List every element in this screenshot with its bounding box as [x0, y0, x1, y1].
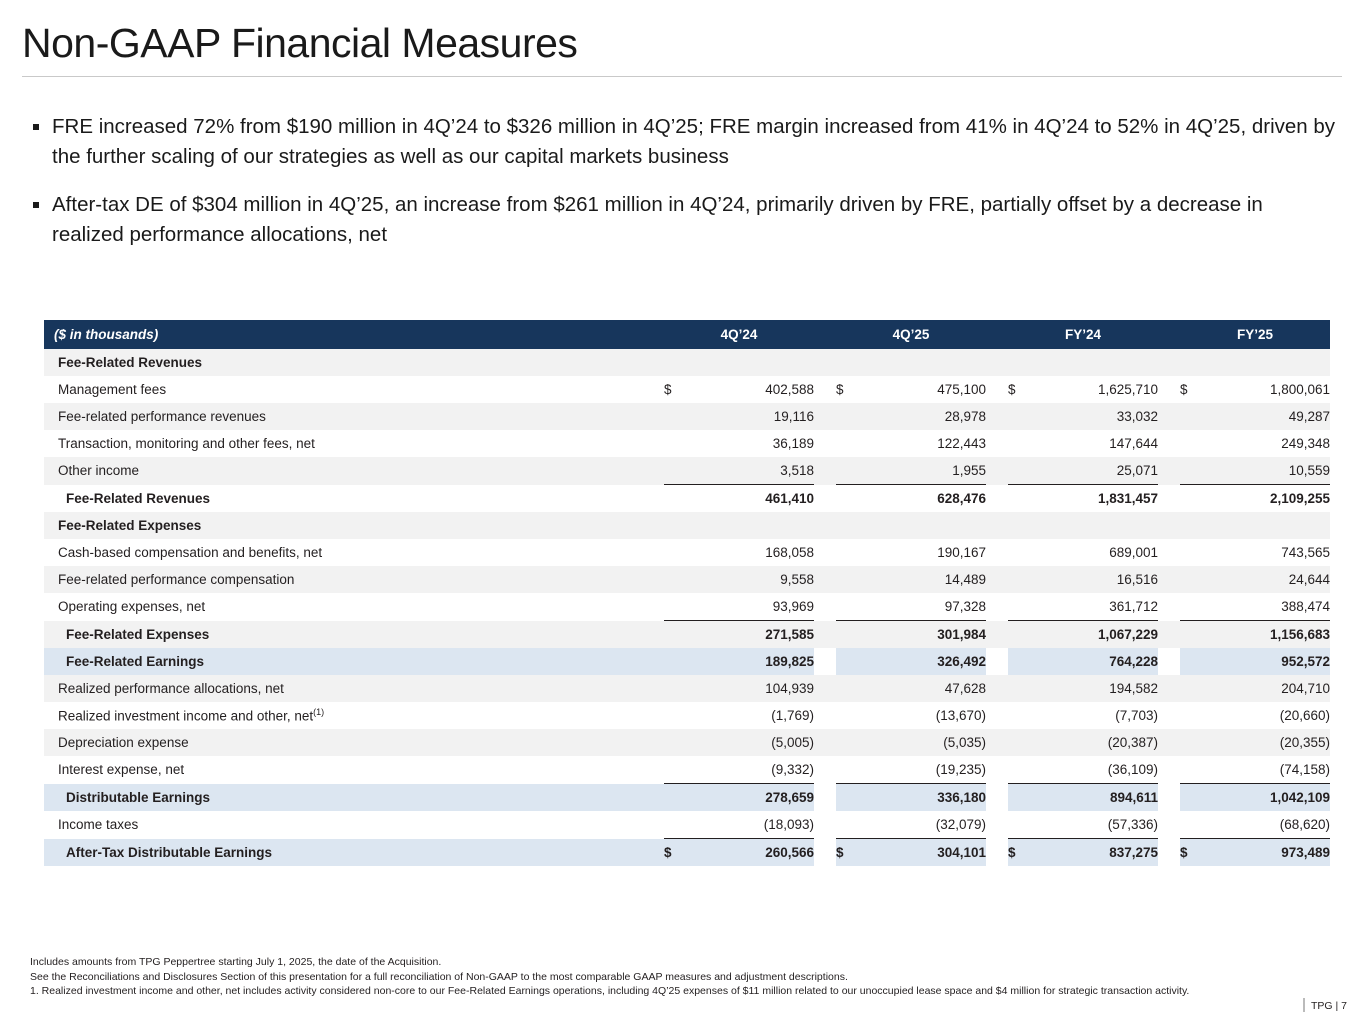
currency-symbol: $ [836, 382, 844, 397]
cell-value: (5,035) [943, 735, 986, 750]
column-gap [986, 485, 1008, 513]
column-gap [814, 566, 836, 593]
column-gap [986, 811, 1008, 839]
cell-value: (13,670) [935, 708, 986, 723]
cell-value: (19,235) [858, 756, 986, 784]
cell-value: (7,703) [1115, 708, 1158, 723]
column-gap [986, 430, 1008, 457]
cell-value: 104,939 [765, 681, 814, 696]
cell-value: 49,287 [1288, 409, 1330, 424]
cell-value: (68,620) [1202, 811, 1330, 839]
column-gap [1158, 675, 1180, 702]
column-gap [1158, 376, 1180, 403]
column-gap [986, 376, 1008, 403]
currency-symbol: $ [1008, 382, 1016, 397]
badge-divider [1304, 998, 1305, 1012]
currency-symbol [1180, 621, 1202, 649]
column-gap [986, 839, 1008, 867]
cell-value: 952,572 [1281, 654, 1330, 669]
row-label: Cash-based compensation and benefits, net [58, 545, 323, 560]
currency-symbol [1008, 349, 1030, 376]
cell-value: 764,228 [1109, 654, 1158, 669]
currency-symbol [836, 756, 858, 784]
title-divider [22, 76, 1342, 77]
table-row [44, 349, 1330, 376]
row-label: Transaction, monitoring and other fees, net [58, 436, 315, 451]
column-gap [986, 457, 1008, 485]
currency-symbol [1008, 729, 1030, 756]
row-label: After-Tax Distributable Earnings [66, 844, 273, 860]
currency-symbol [836, 621, 858, 649]
currency-symbol [664, 648, 686, 675]
currency-symbol [836, 784, 858, 812]
bullet-text: After-tax DE of $304 million in 4Q’25, an increase from $261 million in 4Q’24, primarily driven by FRE, partially offset by a decrease in realized performance allocations, net [52, 193, 1263, 246]
bullet-square-icon [33, 202, 39, 208]
table-row [44, 430, 1330, 457]
table-row [44, 648, 1330, 675]
table-row [44, 675, 1330, 702]
cell-value [1202, 349, 1330, 376]
bullet-text: FRE increased 72% from $190 million in 4Q’24 to $326 million in 4Q’25; FRE margin increased from 41% in 4Q’24 to 52% in 4Q’25, driven by the further scaling of our strategies as well as our capital markets business [52, 115, 1336, 168]
currency-symbol [1180, 756, 1202, 784]
footnotes [30, 955, 1320, 999]
cell-value: (36,109) [1030, 756, 1158, 784]
column-gap [1158, 839, 1180, 867]
column-gap [986, 403, 1008, 430]
currency-symbol [1008, 811, 1030, 839]
cell-value: 301,984 [858, 621, 986, 649]
col-header-label: ($ in thousands) [44, 320, 664, 349]
table-row [44, 784, 1330, 812]
cell-value [686, 349, 814, 376]
cell-value: (74,158) [1202, 756, 1330, 784]
cell-value: 9,558 [780, 572, 814, 587]
currency-symbol [836, 457, 858, 485]
column-gap [1158, 648, 1180, 675]
cell-value: 743,565 [1281, 545, 1330, 560]
footnote-line: See the Reconciliations and Disclosures Section of this presentation for a full reconciliation of Non-GAAP to the most comparable GAAP measures and adjustment descriptions. [30, 970, 848, 983]
column-gap [814, 648, 836, 675]
column-gap [1158, 485, 1180, 513]
row-label: Depreciation expense [58, 735, 189, 750]
currency-symbol [1008, 430, 1030, 457]
column-gap [814, 430, 836, 457]
table-header-row [44, 320, 1330, 349]
column-gap [814, 839, 836, 867]
currency-symbol [836, 729, 858, 756]
cell-value: 97,328 [858, 593, 986, 621]
currency-symbol [664, 784, 686, 812]
currency-symbol [836, 485, 858, 513]
column-gap [814, 811, 836, 839]
currency-symbol [836, 702, 858, 729]
cell-value: 361,712 [1030, 593, 1158, 621]
column-gap [814, 702, 836, 729]
cell-value: 204,710 [1281, 681, 1330, 696]
currency-symbol: $ [1180, 382, 1188, 397]
table-row [44, 839, 1330, 867]
cell-value: (20,660) [1279, 708, 1330, 723]
currency-symbol [1008, 512, 1030, 539]
currency-symbol [1180, 539, 1202, 566]
column-gap [814, 729, 836, 756]
column-gap [986, 593, 1008, 621]
row-label: Interest expense, net [58, 762, 185, 778]
cell-value: 388,474 [1202, 593, 1330, 621]
cell-value: (1,769) [771, 708, 814, 723]
currency-symbol [1008, 485, 1030, 513]
cell-value: 33,032 [1116, 409, 1158, 424]
row-label: Fee-Related Expenses [58, 518, 202, 533]
currency-symbol: $ [664, 382, 672, 397]
table-row [44, 403, 1330, 430]
currency-symbol [1008, 621, 1030, 649]
cell-value: (9,332) [686, 756, 814, 784]
row-label: Income taxes [58, 817, 139, 833]
cell-value: 689,001 [1109, 545, 1158, 560]
column-gap [1158, 566, 1180, 593]
currency-symbol [836, 403, 858, 430]
cell-value: 168,058 [765, 545, 814, 560]
cell-value: 278,659 [765, 790, 814, 805]
column-gap [986, 512, 1008, 539]
currency-symbol [664, 457, 686, 485]
column-gap [986, 621, 1008, 649]
financial-table-wrapper [44, 320, 1330, 866]
currency-symbol [836, 539, 858, 566]
currency-symbol [1180, 784, 1202, 812]
row-label: Fee-Related Expenses [66, 626, 210, 642]
table-row [44, 621, 1330, 649]
page-title: Non-GAAP Financial Measures [22, 20, 578, 66]
table-row [44, 485, 1330, 513]
currency-symbol [1180, 648, 1202, 675]
currency-symbol [836, 512, 858, 539]
row-label: Fee-related performance compensation [58, 572, 295, 587]
currency-symbol [1008, 648, 1030, 675]
table-row [44, 566, 1330, 593]
page-number-badge [1303, 998, 1347, 1012]
cell-value: 1,042,109 [1269, 790, 1330, 805]
footnote-line: Includes amounts from TPG Peppertree starting July 1, 2025, the date of the Acquisition. [30, 956, 442, 968]
cell-value: 189,825 [765, 654, 814, 669]
cell-value [1030, 349, 1158, 376]
currency-symbol [836, 430, 858, 457]
column-gap [814, 512, 836, 539]
column-gap [1158, 430, 1180, 457]
cell-value: 24,644 [1288, 572, 1330, 587]
column-gap [1158, 702, 1180, 729]
currency-symbol [1008, 784, 1030, 812]
currency-symbol [836, 675, 858, 702]
cell-value: 628,476 [858, 485, 986, 513]
currency-symbol [1180, 403, 1202, 430]
cell-value: 10,559 [1202, 457, 1330, 485]
table-row [44, 811, 1330, 839]
column-gap [814, 593, 836, 621]
currency-symbol [1008, 702, 1030, 729]
currency-symbol [836, 593, 858, 621]
currency-symbol [664, 430, 686, 457]
cell-value: 249,348 [1281, 436, 1330, 451]
footnote-line: 1. Realized investment income and other, net includes activity considered non-core to our Fee-Related Earnings operations, including 4Q’25 expenses of $11 million related to our unoccupied lease space and $4 million for strategic transaction activity. [30, 985, 1190, 997]
column-gap [814, 675, 836, 702]
cell-value: 47,628 [944, 681, 986, 696]
column-gap [1158, 403, 1180, 430]
table-row [44, 457, 1330, 485]
column-gap [1158, 784, 1180, 812]
cell-value [858, 512, 986, 539]
col-header-4q24: 4Q’24 [664, 320, 814, 349]
cell-value: (18,093) [686, 811, 814, 839]
cell-value: 336,180 [937, 790, 986, 805]
list-item [30, 112, 1340, 172]
currency-symbol [836, 566, 858, 593]
row-label: Management fees [58, 382, 167, 397]
currency-symbol [1180, 485, 1202, 513]
cell-value [1030, 512, 1158, 539]
currency-symbol [664, 539, 686, 566]
cell-value: (32,079) [858, 811, 986, 839]
column-gap [986, 539, 1008, 566]
currency-symbol [836, 349, 858, 376]
row-label: Fee-Related Revenues [58, 355, 203, 370]
cell-value: 1,067,229 [1030, 621, 1158, 649]
table-row [44, 756, 1330, 784]
cell-value: 1,955 [858, 457, 986, 485]
col-header-fy25: FY’25 [1180, 320, 1330, 349]
column-gap [814, 403, 836, 430]
column-gap [1158, 756, 1180, 784]
column-gap [1158, 539, 1180, 566]
currency-symbol [664, 621, 686, 649]
cell-value: 894,611 [1109, 790, 1158, 805]
currency-symbol [836, 648, 858, 675]
cell-value: 271,585 [686, 621, 814, 649]
row-label: Other income [58, 463, 140, 479]
cell-value: 1,625,710 [1097, 382, 1158, 397]
column-gap [986, 566, 1008, 593]
bullet-square-icon [33, 124, 39, 130]
currency-symbol: $ [1008, 839, 1030, 867]
cell-value: 1,156,683 [1202, 621, 1330, 649]
row-label: Realized investment income and other, net$^{(1)}$ [58, 707, 325, 724]
header-gap [986, 320, 1008, 349]
header-gap [1158, 320, 1180, 349]
column-gap [986, 702, 1008, 729]
currency-symbol [1180, 702, 1202, 729]
column-gap [814, 376, 836, 403]
column-gap [986, 675, 1008, 702]
financial-table [44, 320, 1330, 866]
cell-value: (20,355) [1279, 735, 1330, 750]
currency-symbol [1180, 512, 1202, 539]
cell-value: 194,582 [1109, 681, 1158, 696]
table-row [44, 376, 1330, 403]
list-item [30, 190, 1340, 250]
page-number-text: TPG | 7 [1311, 1000, 1347, 1012]
column-gap [814, 621, 836, 649]
currency-symbol: $ [1180, 839, 1202, 867]
bullet-list [30, 112, 1340, 268]
cell-value: 1,831,457 [1030, 485, 1158, 513]
column-gap [1158, 349, 1180, 376]
column-gap [1158, 621, 1180, 649]
cell-value [686, 512, 814, 539]
footnote-marker: (1) [313, 707, 325, 718]
currency-symbol [664, 593, 686, 621]
table-row [44, 729, 1330, 756]
currency-symbol [664, 512, 686, 539]
column-gap [986, 729, 1008, 756]
row-label: Fee-related performance revenues [58, 409, 266, 424]
cell-value: 16,516 [1116, 572, 1158, 587]
column-gap [1158, 811, 1180, 839]
currency-symbol [1008, 756, 1030, 784]
row-label: Operating expenses, net [58, 599, 206, 615]
column-gap [1158, 457, 1180, 485]
table-row [44, 512, 1330, 539]
column-gap [814, 457, 836, 485]
cell-value: 475,100 [937, 382, 986, 397]
cell-value: 973,489 [1202, 839, 1330, 867]
cell-value: (20,387) [1107, 735, 1158, 750]
cell-value [1202, 512, 1330, 539]
cell-value: 147,644 [1109, 436, 1158, 451]
column-gap [986, 756, 1008, 784]
column-gap [1158, 729, 1180, 756]
cell-value: (57,336) [1030, 811, 1158, 839]
currency-symbol [1008, 566, 1030, 593]
col-header-4q25: 4Q’25 [836, 320, 986, 349]
currency-symbol: $ [836, 839, 858, 867]
column-gap [814, 485, 836, 513]
row-label: Fee-Related Revenues [66, 490, 211, 506]
currency-symbol [1008, 593, 1030, 621]
cell-value: 461,410 [686, 485, 814, 513]
table-row [44, 539, 1330, 566]
currency-symbol [664, 566, 686, 593]
currency-symbol [1180, 811, 1202, 839]
cell-value: 25,071 [1030, 457, 1158, 485]
currency-symbol [664, 729, 686, 756]
column-gap [814, 349, 836, 376]
cell-value: 93,969 [686, 593, 814, 621]
column-gap [1158, 593, 1180, 621]
currency-symbol [1008, 457, 1030, 485]
cell-value: 326,492 [937, 654, 986, 669]
table-row [44, 593, 1330, 621]
cell-value: (5,005) [771, 735, 814, 750]
table-row [44, 702, 1330, 729]
currency-symbol [664, 756, 686, 784]
cell-value: 122,443 [937, 436, 986, 451]
currency-symbol [664, 675, 686, 702]
cell-value: 260,566 [686, 839, 814, 867]
column-gap [814, 756, 836, 784]
column-gap [986, 784, 1008, 812]
currency-symbol [836, 811, 858, 839]
row-label: Distributable Earnings [66, 789, 211, 805]
currency-symbol [1180, 729, 1202, 756]
col-header-fy24: FY’24 [1008, 320, 1158, 349]
cell-value: 1,800,061 [1269, 382, 1330, 397]
cell-value [858, 349, 986, 376]
cell-value: 3,518 [686, 457, 814, 485]
currency-symbol [664, 811, 686, 839]
currency-symbol: $ [664, 839, 686, 867]
column-gap [986, 349, 1008, 376]
cell-value: 304,101 [858, 839, 986, 867]
table-body [44, 349, 1330, 866]
currency-symbol [1180, 457, 1202, 485]
currency-symbol [664, 403, 686, 430]
cell-value: 28,978 [944, 409, 986, 424]
cell-value: 19,116 [773, 409, 814, 424]
cell-value: 190,167 [937, 545, 986, 560]
currency-symbol [1008, 403, 1030, 430]
cell-value: 36,189 [772, 436, 814, 451]
currency-symbol [664, 349, 686, 376]
currency-symbol [1180, 430, 1202, 457]
header-gap [814, 320, 836, 349]
currency-symbol [1008, 675, 1030, 702]
cell-value: 837,275 [1030, 839, 1158, 867]
cell-value: 14,489 [944, 572, 986, 587]
currency-symbol [664, 702, 686, 729]
column-gap [814, 784, 836, 812]
column-gap [986, 648, 1008, 675]
currency-symbol [664, 485, 686, 513]
cell-value: 402,588 [765, 382, 814, 397]
currency-symbol [1180, 675, 1202, 702]
cell-value: 2,109,255 [1202, 485, 1330, 513]
row-label: Realized performance allocations, net [58, 681, 284, 696]
currency-symbol [1180, 593, 1202, 621]
currency-symbol [1008, 539, 1030, 566]
column-gap [814, 539, 836, 566]
currency-symbol [1180, 566, 1202, 593]
column-gap [1158, 512, 1180, 539]
currency-symbol [1180, 349, 1202, 376]
row-label: Fee-Related Earnings [66, 654, 205, 669]
